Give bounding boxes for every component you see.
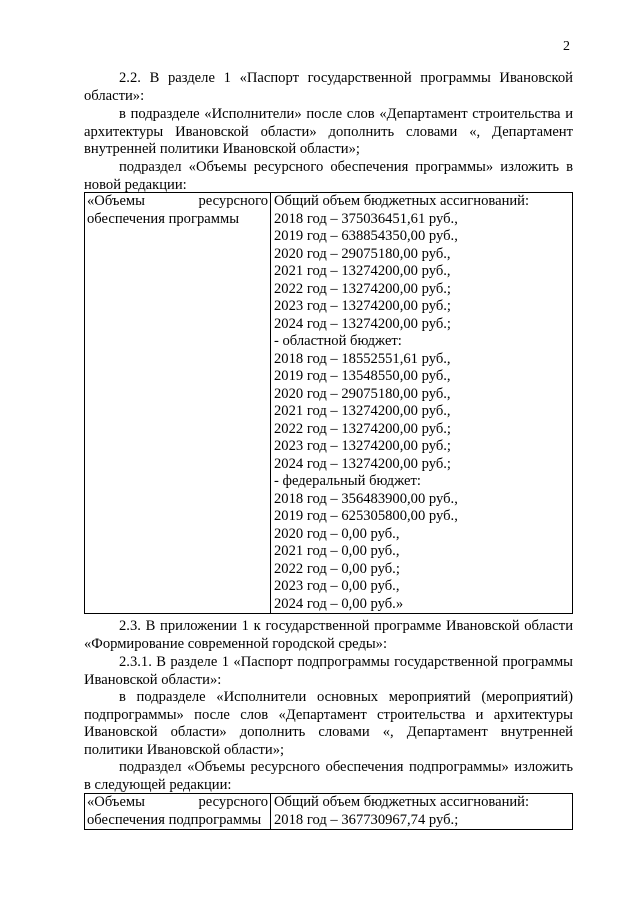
table-line: 2023 год – 0,00 руб., xyxy=(274,578,400,594)
paragraph-executors: в подразделе «Исполнители» после слов «Департамент строительства и архитектуры Ивановской области» дополнить словами «, Департамент внутренней политики Ивановской области»; xyxy=(84,106,573,157)
resource-table-label-cell xyxy=(85,794,271,830)
table-line: 2019 год – 638854350,00 руб., xyxy=(274,228,458,244)
resource-table-subprogram xyxy=(84,793,573,830)
table-line: 2018 год – 375036451,61 руб., xyxy=(274,210,458,227)
table-line: 2020 год – 29075180,00 руб., xyxy=(274,385,451,402)
table-line: 2019 год – 625305800,00 руб., xyxy=(274,508,458,524)
table-line: Общий объем бюджетных ассигнований: xyxy=(274,794,530,810)
table-line: 2023 год – 13274200,00 руб.; xyxy=(274,438,451,454)
resource-table-label: «Объемы ресурсного обеспечения программы xyxy=(87,193,268,227)
table-line: 2024 год – 13274200,00 руб.; xyxy=(274,315,451,332)
table-line: 2021 год – 13274200,00 руб., xyxy=(274,403,451,419)
paragraph-2-3: 2.3. В приложении 1 к государственной программе Ивановской области «Формирование современной городской среды»: xyxy=(84,618,573,652)
table-line: 2018 год – 367730967,74 руб.; xyxy=(274,811,459,828)
table-line: 2020 год – 0,00 руб., xyxy=(274,525,400,542)
paragraph-2-3-1: 2.3.1. В разделе 1 «Паспорт подпрограммы государственной программы Ивановской области»: xyxy=(84,654,573,688)
table-line: 2018 год – 18552551,61 руб., xyxy=(274,350,451,367)
paragraph-resource-intro: подраздел «Объемы ресурсного обеспечения программы» изложить в новой редакции: xyxy=(84,159,573,193)
table-line: 2024 год – 0,00 руб.» xyxy=(274,595,404,612)
resource-table-program xyxy=(84,192,573,614)
resource-table-label: «Объемы ресурсного обеспечения подпрограммы xyxy=(87,794,268,828)
page-number: 2 xyxy=(563,39,570,54)
table-line: 2018 год – 356483900,00 руб., xyxy=(274,490,458,507)
table-line: 2022 год – 13274200,00 руб.; xyxy=(274,420,451,437)
table-line: 2024 год – 13274200,00 руб.; xyxy=(274,455,451,472)
table-line: 2022 год – 0,00 руб.; xyxy=(274,560,400,577)
resource-table-label-cell xyxy=(85,193,271,614)
table-line: 2019 год – 13548550,00 руб., xyxy=(274,368,451,384)
paragraph-subprogram-executors: в подразделе «Исполнители основных мероприятий (мероприятий) подпрограммы» после слов «Департамент строительства и архитектуры Ивановской области» дополнить словами «, Департамент внутренней политики Ивановской области»; xyxy=(84,689,573,758)
paragraph-subprogram-resource-intro: подраздел «Объемы ресурсного обеспечения подпрограммы» изложить в следующей редакции: xyxy=(84,759,573,793)
resource-table-values-cell xyxy=(271,794,573,830)
paragraph-2-2: 2.2. В разделе 1 «Паспорт государственной программы Ивановской области»: xyxy=(84,70,573,104)
table-line: 2022 год – 13274200,00 руб.; xyxy=(274,280,451,297)
table-line: 2021 год – 0,00 руб., xyxy=(274,543,400,559)
table-line: 2023 год – 13274200,00 руб.; xyxy=(274,298,451,314)
table-line: - областной бюджет: xyxy=(274,333,402,349)
table-line: 2021 год – 13274200,00 руб., xyxy=(274,263,451,279)
table-line: 2020 год – 29075180,00 руб., xyxy=(274,245,451,262)
table-line: Общий объем бюджетных ассигнований: xyxy=(274,193,530,209)
resource-table-values-cell xyxy=(271,193,573,614)
table-line: - федеральный бюджет: xyxy=(274,473,421,489)
